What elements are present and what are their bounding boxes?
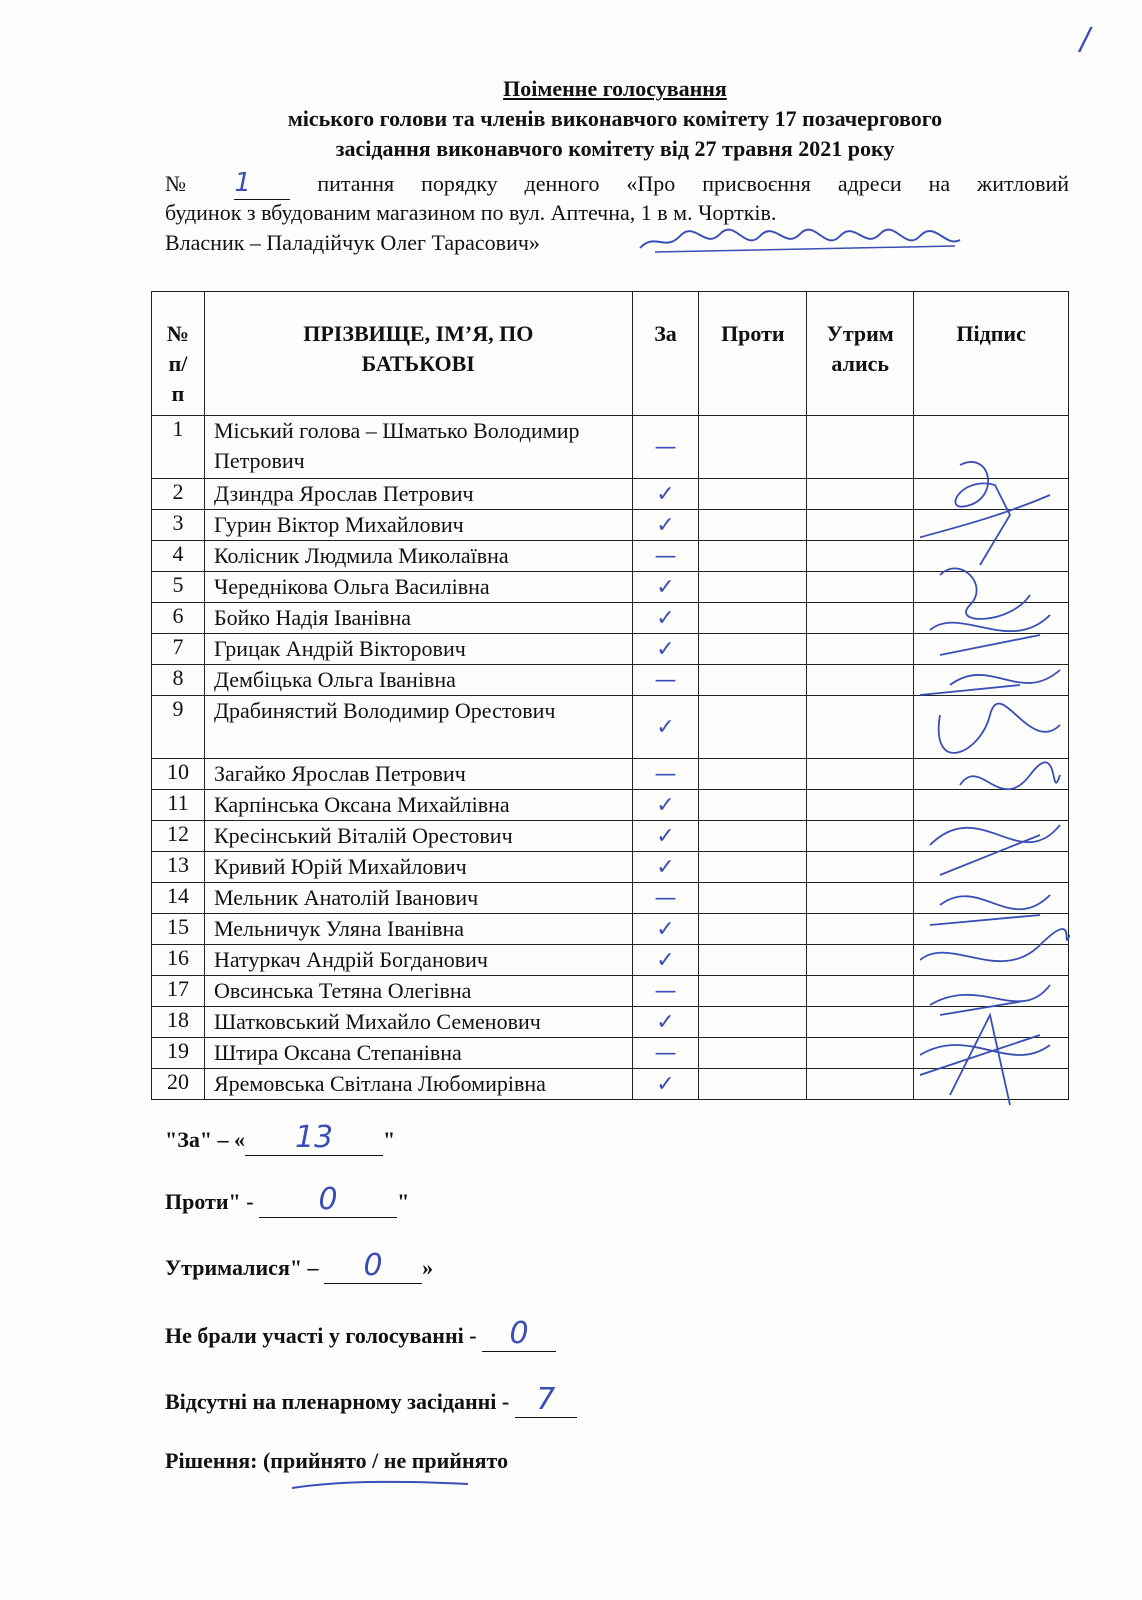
vote-mark: ✓	[632, 821, 699, 852]
agenda-item-text: питання порядку денного «Про присвоєння адреси на житловий	[317, 171, 1070, 196]
table-row: 8 Дембіцька Ольга Іванівна —	[152, 665, 1069, 696]
vote-mark: —	[632, 665, 699, 696]
col-header-name: ПРІЗВИЩЕ, ІМ’Я, ПО БАТЬКОВІ	[204, 292, 632, 416]
table-row: 4 Колісник Людмила Миколаївна —	[152, 541, 1069, 572]
table-row: 1 Міський голова – Шматько Володимир Петрович —	[152, 416, 1069, 479]
table-row: 2 Дзиндра Ярослав Петрович ✓	[152, 479, 1069, 510]
agenda-item-line1: № 1 питання порядку денного «Про присвоєння адреси на житловий	[165, 168, 1070, 198]
table-row: 9 Драбинястий Володимир Орестович ✓	[152, 696, 1069, 759]
vote-mark: ✓	[632, 479, 699, 510]
table-row: 5 Череднікова Ольга Василівна ✓	[152, 572, 1069, 603]
vote-mark: ✓	[632, 603, 699, 634]
table-row: 13 Кривий Юрій Михайлович ✓	[152, 852, 1069, 883]
votes-table	[151, 291, 1069, 1100]
vote-mark: ✓	[632, 945, 699, 976]
summary-not-participated: Не брали участі у голосуванні - 0	[165, 1316, 556, 1352]
col-header-for: За	[632, 292, 699, 416]
vote-mark: ✓	[632, 914, 699, 945]
summary-absent-value: 7	[536, 1382, 556, 1417]
table-row: 3 Гурин Віктор Михайлович ✓	[152, 510, 1069, 541]
summary-abstained: Утрималися" – 0 »	[165, 1248, 434, 1283]
summary-abstained-value: 0	[363, 1248, 383, 1283]
decision-underline	[290, 1478, 470, 1492]
table-row: 19 Штира Оксана Степанівна —	[152, 1038, 1069, 1069]
table-header-row	[152, 292, 1069, 416]
agenda-item-owner: Власник – Паладійчук Олег Тарасович»	[165, 228, 1069, 258]
document-subtitle-line2: засідання виконавчого комітету від 27 травня 2021 року	[335, 136, 895, 161]
vote-mark: —	[632, 976, 699, 1007]
summary-against-value: 0	[318, 1182, 338, 1217]
vote-mark: ✓	[632, 634, 699, 665]
table-row: 6 Бойко Надія Іванівна ✓	[152, 603, 1069, 634]
document-title: Поіменне голосування	[503, 76, 727, 101]
vote-mark: ✓	[632, 790, 699, 821]
summary-for: "За" – « 13 "	[165, 1120, 396, 1155]
table-row: 11 Карпінська Оксана Михайлівна ✓	[152, 790, 1069, 821]
table-row: 18 Шатковський Михайло Семенович ✓	[152, 1007, 1069, 1038]
table-row: 15 Мельничук Уляна Іванівна ✓	[152, 914, 1069, 945]
col-header-against: Проти	[699, 292, 807, 416]
vote-mark: ✓	[632, 510, 699, 541]
summary-absent: Відсутні на пленарному засіданні - 7	[165, 1382, 577, 1418]
summary-not-participated-value: 0	[509, 1316, 529, 1351]
document-subtitle-line1: міського голови та членів виконавчого комітету 17 позачергового	[287, 106, 943, 131]
table-row: 16 Натуркач Андрій Богданович ✓	[152, 945, 1069, 976]
col-header-abstained: Утрим ались	[807, 292, 914, 416]
vote-mark: —	[632, 759, 699, 790]
summary-for-value: 13	[294, 1120, 334, 1155]
vote-mark: —	[632, 541, 699, 572]
col-header-number: № п/п	[152, 292, 205, 416]
agenda-item-number: 1	[234, 168, 290, 200]
vote-mark: —	[632, 1038, 699, 1069]
page-number-mark: /	[1080, 22, 1091, 57]
summary-decision: Рішення: (прийнято / не прийнято	[165, 1448, 509, 1473]
table-row: 14 Мельник Анатолій Іванович —	[152, 883, 1069, 914]
table-row: 17 Овсинська Тетяна Олегівна —	[152, 976, 1069, 1007]
vote-mark: ✓	[632, 1007, 699, 1038]
table-row: 20 Яремовська Світлана Любомирівна ✓	[152, 1069, 1069, 1100]
table-row: 12 Кресінський Віталій Орестович ✓	[152, 821, 1069, 852]
vote-mark: ✓	[632, 696, 699, 759]
table-row: 10 Загайко Ярослав Петрович —	[152, 759, 1069, 790]
summary-against: Проти" - 0 "	[165, 1182, 410, 1217]
vote-mark: ✓	[632, 572, 699, 603]
col-header-signature: Підпис	[914, 292, 1069, 416]
table-row: 7 Грицак Андрій Вікторович ✓	[152, 634, 1069, 665]
vote-mark: ✓	[632, 852, 699, 883]
agenda-item-line2: будинок з вбудованим магазином по вул. Аптечна, 1 в м. Чортків.	[165, 200, 777, 225]
handwritten-signature	[635, 222, 965, 258]
vote-mark: —	[632, 883, 699, 914]
vote-mark: —	[632, 416, 699, 479]
vote-mark: ✓	[632, 1069, 699, 1100]
